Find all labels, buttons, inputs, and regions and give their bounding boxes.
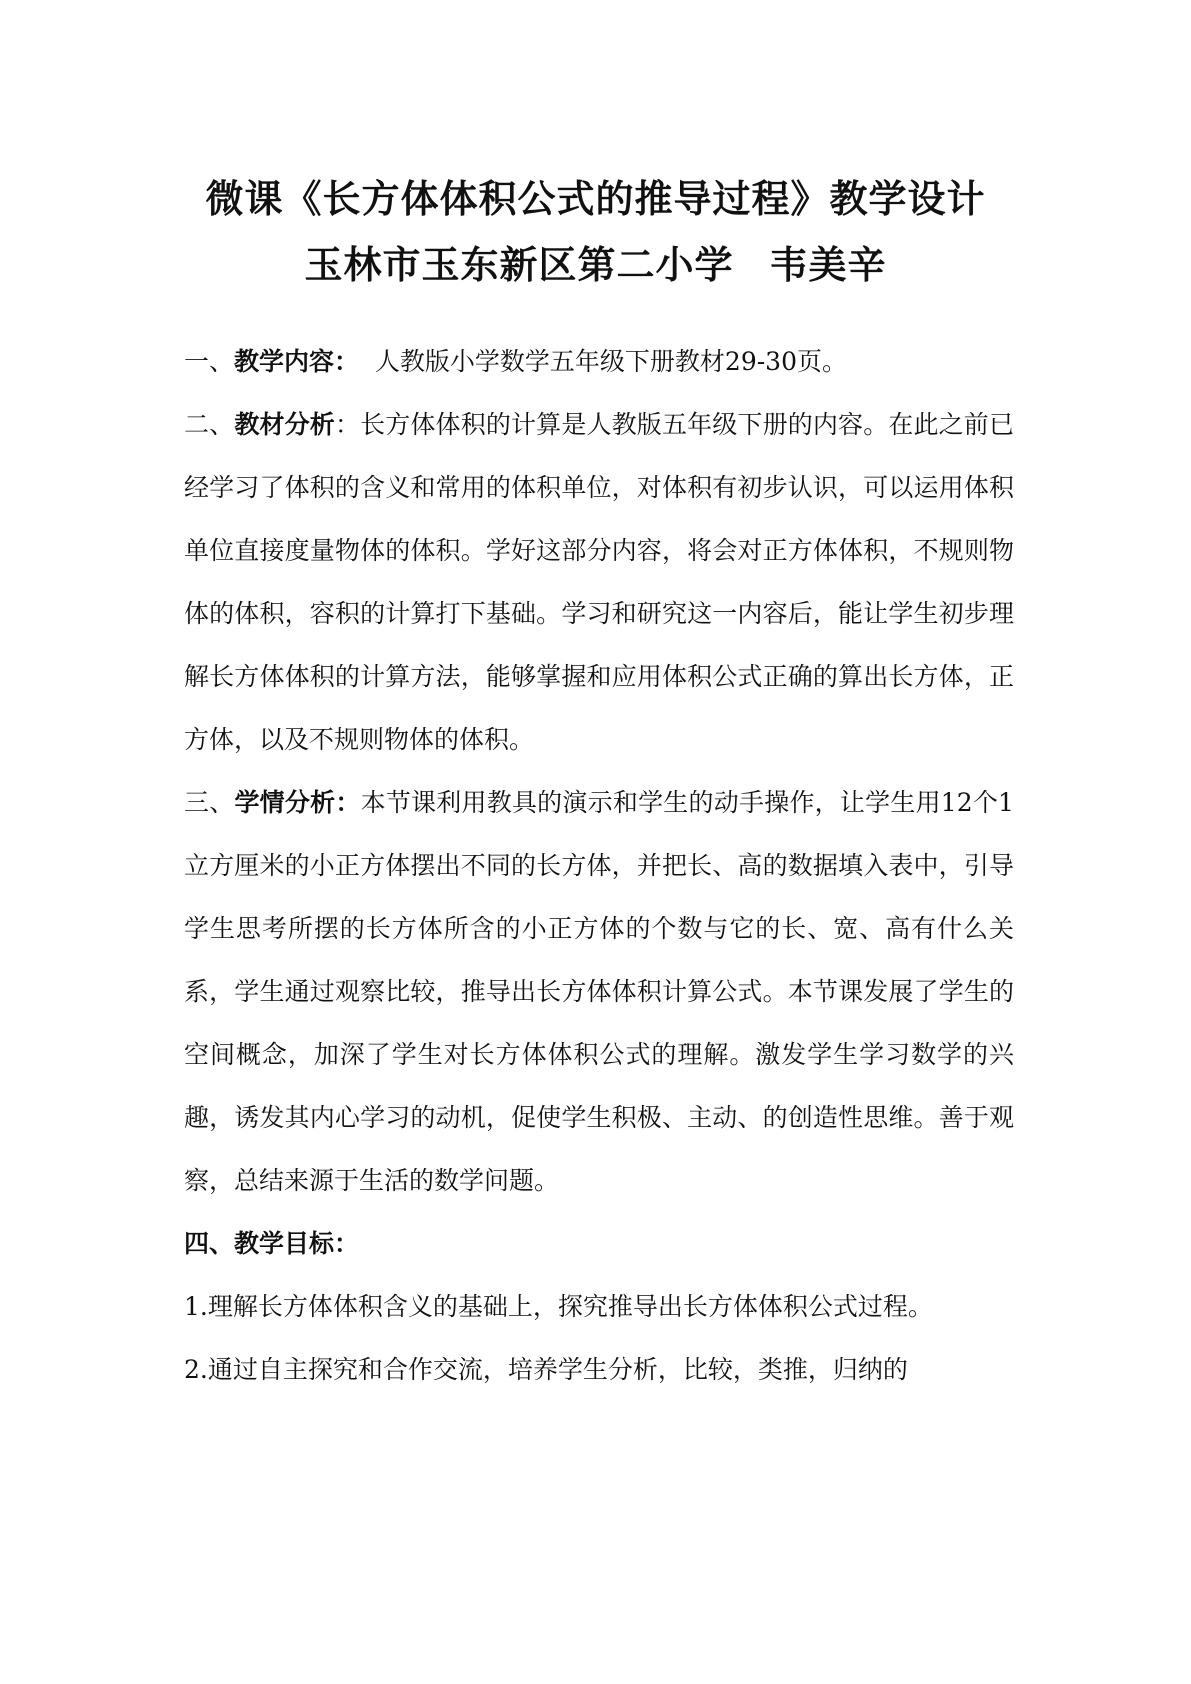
section-label: 学情分析：	[234, 788, 361, 817]
section-learner-analysis	[184, 771, 1014, 1212]
section-label: 教学内容：	[234, 347, 360, 376]
section-text: 本节课利用教具的演示和学生的动手操作，让学生用12个1立方厘米的小正方体摆出不同的长方体，并把长、高的数据填入表中，引导学生思考所摆的长方体所含的小正方体的个数与它的长、宽、高有什么关系，学生通过观察比较，推导出长方体体积计算公式。本节课发展了学生的空间概念，加深了学生对长方体体积公式的理解。激发学生学习数学的兴趣，诱发其内心学习的动机，促使学生积极、主动、的创造性思维。善于观察，总结来源于生活的数学问题。	[184, 788, 1014, 1195]
section-teaching-content	[184, 330, 1014, 393]
section-text: ：长方体体积的计算是人教版五年级下册的内容。在此之前已经学习了体积的含义和常用的体积单位，对体积有初步认识，可以运用体积单位直接度量物体的体积。学好这部分内容，将会对正方体体积，不规则物体的体积，容积的计算打下基础。学习和研究这一内容后，能让学生初步理解长方体体积的计算方法，能够掌握和应用体积公式正确的算出长方体，正方体，以及不规则物体的体积。	[184, 410, 1014, 754]
section-label: 教学目标：	[234, 1229, 360, 1258]
section-label: 教材分析	[234, 410, 335, 439]
section-text: 人教版小学数学五年级下册教材29-30页。	[359, 347, 847, 376]
objective-item: 1.理解长方体体积含义的基础上，探究推导出长方体体积公式过程。	[184, 1292, 933, 1321]
author-name: 韦美辛	[769, 243, 887, 287]
section-teaching-objectives	[184, 1212, 1014, 1275]
section-material-analysis	[184, 393, 1014, 771]
document-subtitle	[0, 234, 1191, 289]
section-prefix: 三、	[184, 788, 235, 817]
objective-item: 2.通过自主探究和合作交流，培养学生分析，比较，类推，归纳的	[184, 1355, 908, 1384]
school-name: 玉林市玉东新区第二小学	[304, 243, 734, 287]
document-body	[184, 330, 1014, 1401]
section-prefix: 四、	[184, 1229, 235, 1258]
section-prefix: 二、	[184, 410, 235, 439]
document-title: 微课《长方体体积公式的推导过程》教学设计	[205, 177, 986, 221]
section-prefix: 一、	[184, 347, 235, 376]
